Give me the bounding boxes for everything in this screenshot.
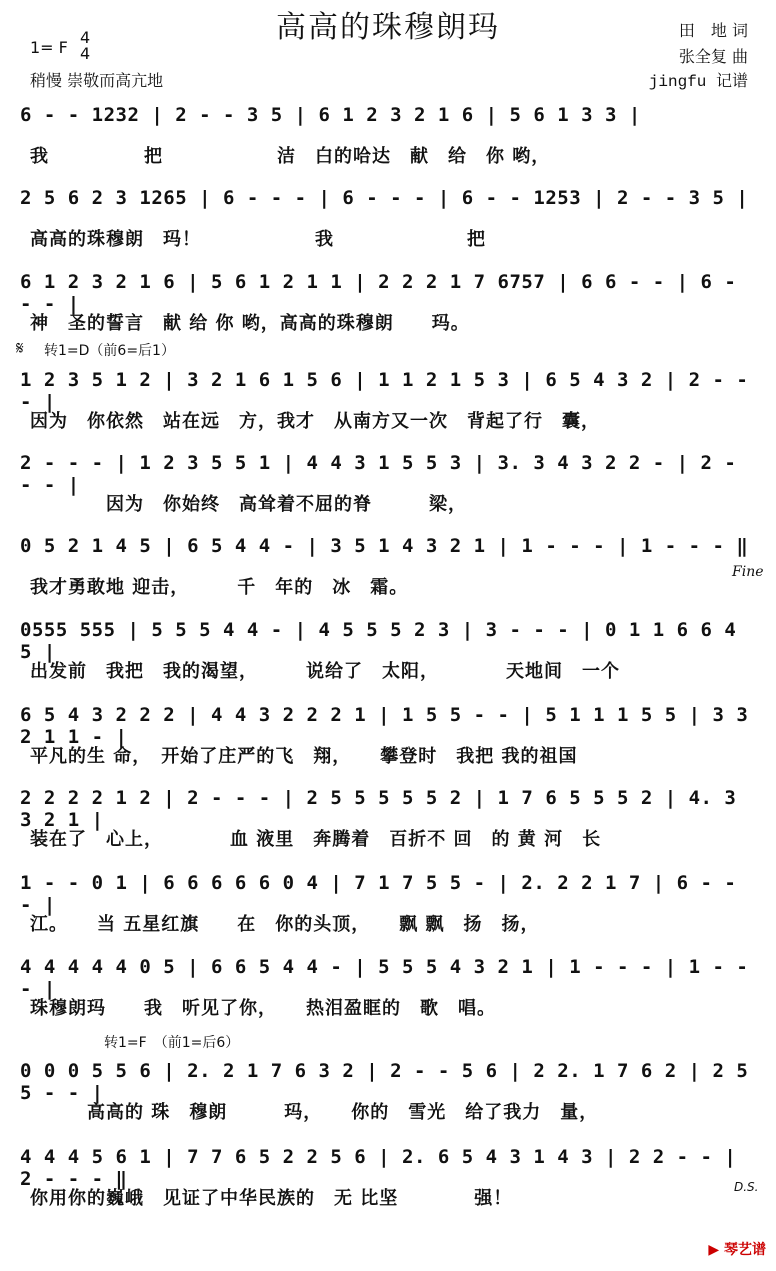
lyric-line: 神 圣的誓言 献 给 你 哟，高高的珠穆朗 玛。	[30, 313, 470, 334]
notation-line: 2 - - - | 1 2 3 5 5 1 | 4 4 3 1 5 5 3 | 3. 3 4 3 2 2 - | 2 - - - |	[20, 452, 737, 496]
lyric-line: 装在了 心上， 血 液里 奔腾着 百折不 回 的 黄 河 长	[30, 829, 602, 850]
lyric-line: 因为 你始终 高耸着不屈的脊 梁，	[30, 494, 467, 515]
lyric-line: 江。 当 五星红旗 在 你的头顶， 飘 飘 扬 扬，	[30, 914, 540, 935]
notation-line: 4 4 4 5 6 1 | 7 7 6 5 2 2 5 6 | 2. 6 5 4 3 1 4 3 | 2 2 - - | 2 - - - ‖	[20, 1146, 737, 1190]
lyric-line: 我 把 洁 白的哈达 献 给 你 哟，	[30, 146, 551, 167]
transcriber-credit: jingfu 记谱	[648, 73, 748, 91]
lyric-line: 高高的 珠 穆朗 玛， 你的 雪光 给了我力 量，	[30, 1102, 599, 1123]
lyric-line: 高高的珠穆朗 玛！ 我 把	[30, 229, 486, 250]
modulation-mark-1: 转1=D（前6=后1）	[44, 343, 175, 359]
time-signature	[80, 30, 90, 62]
time-signature-top: 4	[80, 28, 91, 47]
notation-line: 1 - - 0 1 | 6 6 6 6 6 0 4 | 7 1 7 5 5 - | 2. 2 2 1 7 | 6 - - - |	[20, 872, 737, 916]
lyric-line: 你用你的巍峨 见证了中华民族的 无 比坚 强！	[30, 1188, 513, 1209]
notation-line: 6 5 4 3 2 2 2 | 4 4 3 2 2 2 1 | 1 5 5 - - | 5 1 1 1 5 5 | 3 3 2 1 1 - |	[20, 704, 749, 748]
notation-line: 0 0 0 5 5 6 | 2. 2 1 7 6 3 2 | 2 - - 5 6 | 2 2. 1 7 6 2 | 2 5 5 - - |	[20, 1060, 749, 1104]
notation-line: 6 - - 1232 | 2 - - 3 5 | 6 1 2 3 2 1 6 | 5 6 1 3 3 |	[20, 104, 641, 126]
fine-mark: Fine	[732, 564, 764, 580]
lyric-line: 我才勇敢地 迎击， 千 年的 冰 霜。	[30, 577, 409, 598]
composer-credit: 张全复 曲	[678, 47, 748, 66]
notation-line: 1 2 3 5 1 2 | 3 2 1 6 1 5 6 | 1 1 2 1 5 3 | 6 5 4 3 2 | 2 - - - |	[20, 369, 749, 413]
lyric-line: 出发前 我把 我的渴望， 说给了 太阳， 天地间 一个	[30, 661, 620, 682]
segno-icon: 𝄋	[16, 338, 24, 359]
notation-line: 2 5 6 2 3 1265 | 6 - - - | 6 - - - | 6 - - 1253 | 2 - - 3 5 |	[20, 187, 749, 209]
key-signature: 1= F	[30, 38, 68, 57]
notation-line: 0555 555 | 5 5 5 4 4 - | 4 5 5 5 2 3 | 3 - - - | 0 1 1 6 6 4 5 |	[20, 619, 737, 663]
notation-line: 4 4 4 4 4 0 5 | 6 6 5 4 4 - | 5 5 5 4 3 2 1 | 1 - - - | 1 - - - |	[20, 956, 749, 1000]
notation-line: 6 1 2 3 2 1 6 | 5 6 1 2 1 1 | 2 2 2 1 7 6757 | 6 6 - - | 6 - - - |	[20, 271, 737, 315]
tempo-marking: 稍慢 崇敬而高亢地	[30, 71, 164, 90]
lyric-line: 珠穆朗玛 我 听见了你， 热泪盈眶的 歌 唱。	[30, 998, 496, 1019]
lyricist-credit: 田 地 词	[678, 21, 748, 40]
watermark-logo	[708, 1239, 766, 1259]
lyric-line: 因为 你依然 站在远 方，我才 从南方又一次 背起了行 囊，	[30, 411, 600, 432]
lyric-line: 平凡的生 命， 开始了庄严的飞 翔， 攀登时 我把 我的祖国	[30, 746, 578, 767]
watermark-text: 琴艺谱	[724, 1242, 766, 1258]
ds-mark: D.S.	[734, 1180, 759, 1194]
modulation-mark-2: 转1=F （前1=后6）	[104, 1035, 240, 1051]
notation-line: 0 5 2 1 4 5 | 6 5 4 4 - | 3 5 1 4 3 2 1 | 1 - - - | 1 - - - ‖	[20, 535, 749, 557]
song-title: 高高的珠穆朗玛	[276, 10, 500, 45]
time-signature-bottom: 4	[80, 44, 91, 63]
logo-icon: ▶	[708, 1242, 720, 1258]
notation-line: 2 2 2 2 1 2 | 2 - - - | 2 5 5 5 5 5 2 | 1 7 6 5 5 5 2 | 4. 3 3 2 1 |	[20, 787, 737, 831]
